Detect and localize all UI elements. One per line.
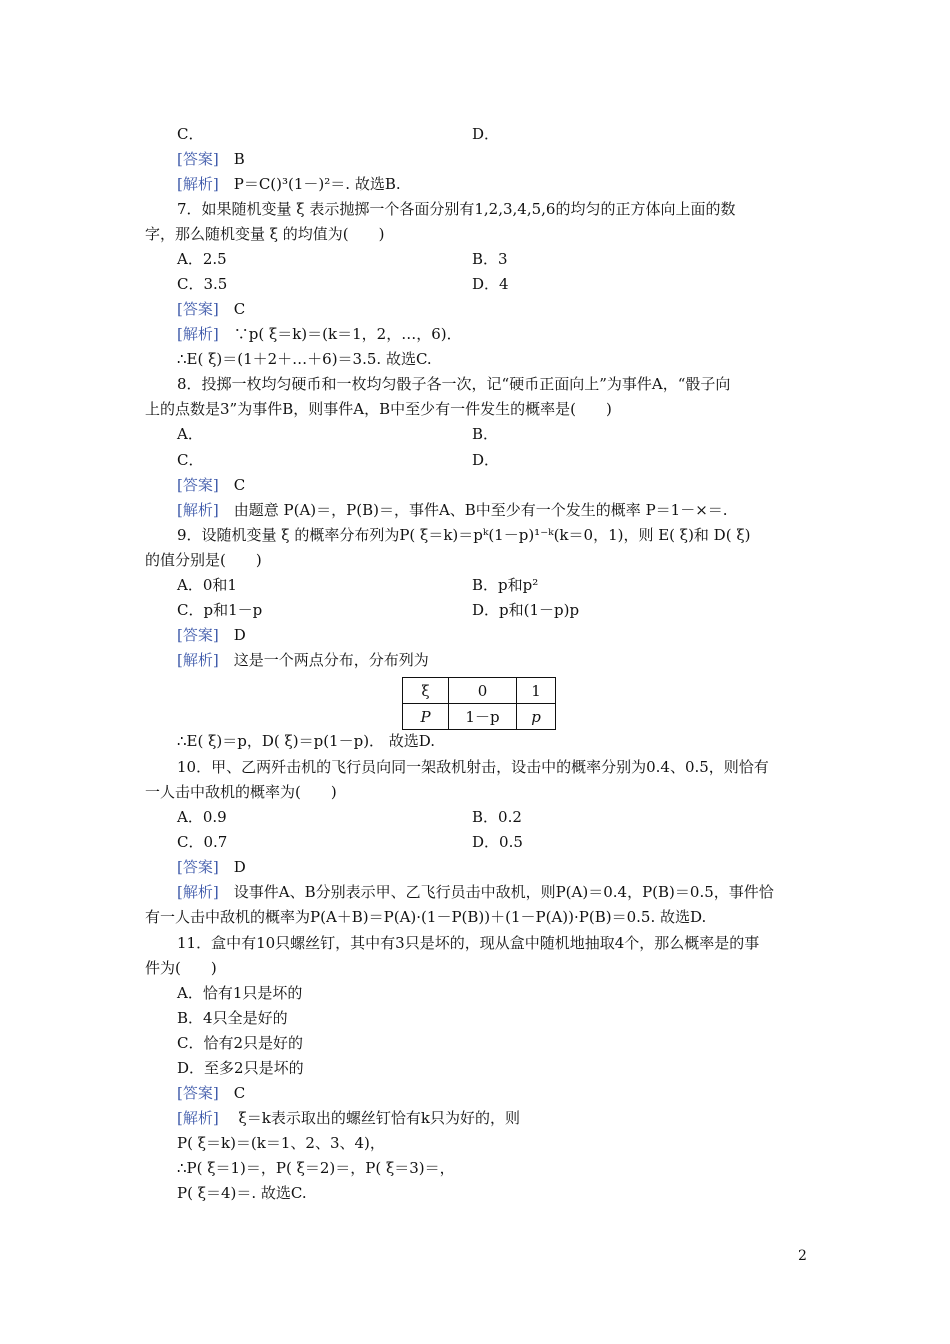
q10-option-a: A．0.9 <box>177 808 227 826</box>
q11-option-d: D．至多2只是坏的 <box>177 1059 304 1077</box>
q7-option-c: C．3.5 <box>177 275 228 293</box>
answer-value: D <box>233 858 246 876</box>
q8-answer <box>177 475 245 495</box>
analysis-tag: [解析] <box>177 501 219 519</box>
q8-stem-line-2: 上的点数是3”为事件B，则事件A，B中至少有一件发生的概率是( ) <box>145 400 612 418</box>
analysis-tag: [解析] <box>177 325 219 343</box>
table-row <box>403 704 556 730</box>
analysis-tag: [解析] <box>177 1109 219 1127</box>
q9-analysis <box>177 650 429 670</box>
q6-option-d: D． <box>472 125 500 143</box>
q10-analysis <box>177 882 774 902</box>
answer-tag: [答案] <box>177 626 219 644</box>
q10-stem-line-1: 10．甲、乙两歼击机的飞行员向同一架敌机射击，设击中的概率分别为0.4、0.5，则恰有 <box>177 758 769 776</box>
answer-value: D <box>233 626 246 644</box>
analysis-text: 由题意 P(A)＝，P(B)＝，事件A、B中至少有一个发生的概率 P＝1－×＝. <box>233 501 728 519</box>
q10-answer <box>177 857 246 877</box>
answer-value: C <box>233 476 246 494</box>
analysis-text: ξ＝k表示取出的螺丝钉恰有k只为好的，则 <box>233 1109 520 1127</box>
q8-analysis <box>177 500 728 520</box>
answer-tag: [答案] <box>177 476 219 494</box>
q10-analysis-line-2: 有一人击中敌机的概率为P(A＋B)＝P(A)·(1－P(B))＋(1－P(A))·P(B)＝0.5. 故选D. <box>145 908 707 926</box>
analysis-text: 设事件A、B分别表示甲、乙飞行员击中敌机，则P(A)＝0.4，P(B)＝0.5，事件恰 <box>233 883 774 901</box>
answer-value: C <box>233 1084 246 1102</box>
q9-option-a: A．0和1 <box>177 576 237 594</box>
table-cell: 1－p <box>449 704 517 730</box>
table-cell: ξ <box>403 678 449 704</box>
q7-analysis <box>177 324 462 344</box>
analysis-text: ∵p( ξ＝k)＝(k＝1，2，…，6)． <box>233 325 462 343</box>
table-row <box>403 678 556 704</box>
q9-option-c: C．p和1－p <box>177 601 263 619</box>
q7-option-b: B．3 <box>472 250 508 268</box>
table-cell: 1 <box>517 678 556 704</box>
answer-tag: [答案] <box>177 858 219 876</box>
answer-tag: [答案] <box>177 150 219 168</box>
distribution-table <box>402 677 556 730</box>
q7-option-a: A．2.5 <box>177 250 227 268</box>
q6-analysis <box>177 174 401 194</box>
q8-option-a: A． <box>177 425 203 443</box>
q8-stem-line-1: 8．投掷一枚均匀硬币和一枚均匀骰子各一次，记“硬币正面向上”为事件A，“骰子向 <box>177 375 731 393</box>
page-number: 2 <box>798 1248 807 1264</box>
q9-analysis-line-2: ∴E( ξ)＝p，D( ξ)＝p(1－p)． 故选D. <box>177 732 436 750</box>
q7-answer <box>177 299 245 319</box>
q11-analysis <box>177 1108 520 1128</box>
q10-option-b: B．0.2 <box>472 808 522 826</box>
q11-stem-line-1: 11．盒中有10只螺丝钉，其中有3只是坏的，现从盒中随机地抽取4个，那么概率是的事 <box>177 934 760 952</box>
q7-option-d: D．4 <box>472 275 509 293</box>
q11-option-a: A．恰有1只是坏的 <box>177 984 303 1002</box>
q6-answer <box>177 149 245 169</box>
q7-stem-line-2: 字，那么随机变量 ξ 的均值为( ) <box>145 225 385 243</box>
q10-option-c: C．0.7 <box>177 833 228 851</box>
q10-option-d: D．0.5 <box>472 833 523 851</box>
q8-option-b: B． <box>472 425 499 443</box>
q11-option-c: C．恰有2只是好的 <box>177 1034 304 1052</box>
q7-stem-line-1: 7．如果随机变量 ξ 表示抛掷一个各面分别有1,2,3,4,5,6的均匀的正方体向上面的数 <box>177 200 736 218</box>
answer-tag: [答案] <box>177 1084 219 1102</box>
q11-analysis-line-4: P( ξ＝4)＝. 故选C. <box>177 1184 307 1202</box>
analysis-tag: [解析] <box>177 651 219 669</box>
analysis-text: 这是一个两点分布，分布列为 <box>233 651 429 669</box>
q11-option-b: B．4只全是好的 <box>177 1009 288 1027</box>
analysis-text: P＝C()³(1－)²＝. 故选B. <box>233 175 401 193</box>
analysis-tag: [解析] <box>177 175 219 193</box>
q11-analysis-line-2: P( ξ＝k)＝(k＝1、2、3、4)， <box>177 1134 385 1152</box>
q9-stem-line-2: 的值分别是( ) <box>145 551 262 569</box>
q11-stem-line-2: 件为( ) <box>145 959 217 977</box>
q7-analysis-line-2: ∴E( ξ)＝(1＋2＋…＋6)＝3.5. 故选C. <box>177 350 432 368</box>
q8-option-d: D． <box>472 451 500 469</box>
answer-value: B <box>233 150 245 168</box>
table-cell: P <box>403 704 449 730</box>
q11-answer <box>177 1083 245 1103</box>
analysis-tag: [解析] <box>177 883 219 901</box>
table-cell: 0 <box>449 678 517 704</box>
q6-option-c: C． <box>177 125 204 143</box>
q8-option-c: C． <box>177 451 204 469</box>
q9-answer <box>177 625 246 645</box>
q10-stem-line-2: 一人击中敌机的概率为( ) <box>145 783 337 801</box>
q9-option-d: D．p和(1－p)p <box>472 601 580 619</box>
table-cell: p <box>517 704 556 730</box>
q11-analysis-line-3: ∴P( ξ＝1)＝，P( ξ＝2)＝，P( ξ＝3)＝， <box>177 1159 455 1177</box>
q9-option-b: B．p和p² <box>472 576 539 594</box>
answer-tag: [答案] <box>177 300 219 318</box>
q9-stem-line-1: 9．设随机变量 ξ 的概率分布列为P( ξ＝k)＝pᵏ(1－p)¹⁻ᵏ(k＝0，1)，则 E( ξ)和 D( ξ) <box>177 526 751 544</box>
answer-value: C <box>233 300 246 318</box>
